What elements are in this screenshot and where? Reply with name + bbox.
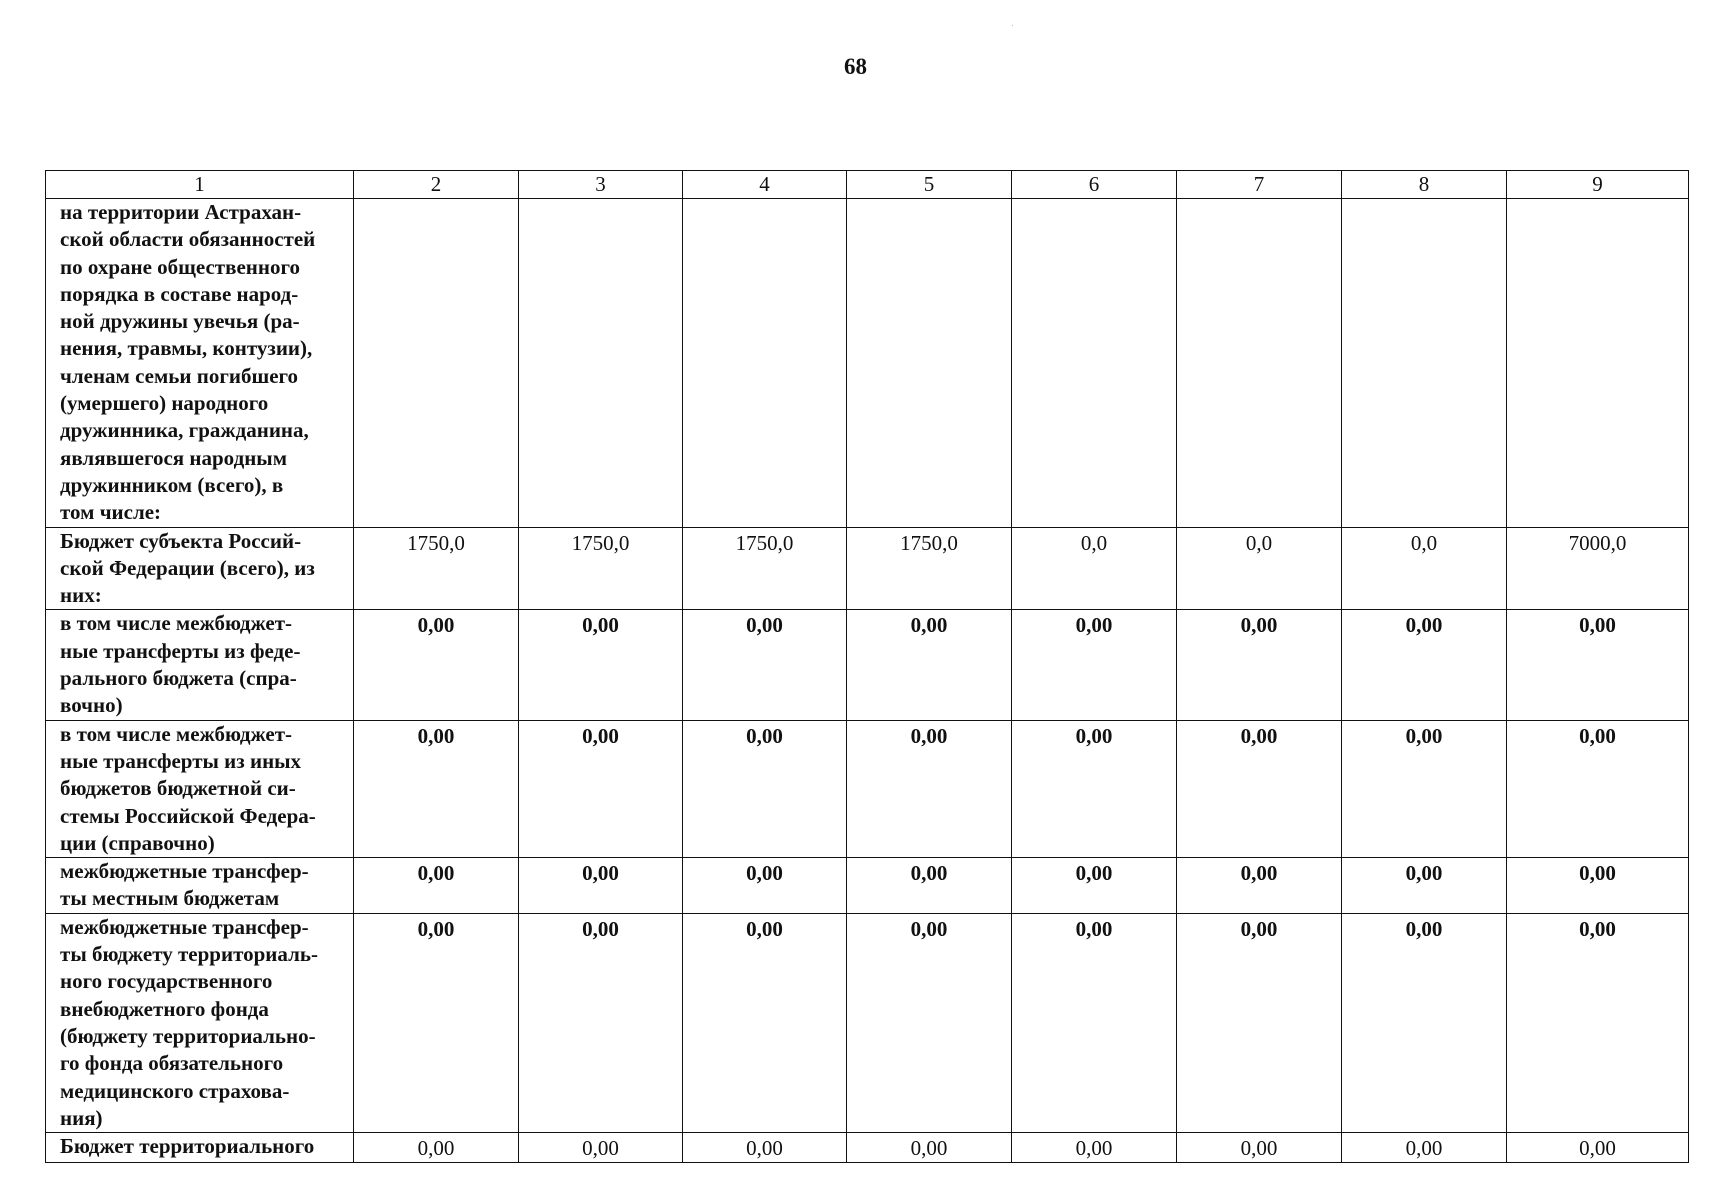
value-cell-col-3: 0,00	[519, 610, 683, 720]
row-label-line: ты местным бюджетам	[60, 886, 280, 911]
value-cell-col-7: 0,00	[1177, 858, 1342, 914]
table-row	[46, 1133, 1689, 1163]
row-label-line: Бюджет субъекта Россий-	[60, 528, 302, 553]
row-label-line: нения, травмы, контузии),	[60, 336, 313, 361]
column-header-6: 6	[1012, 171, 1177, 199]
row-label-line: том числе:	[60, 500, 162, 525]
value-cell-col-6: 0,00	[1012, 858, 1177, 914]
value-cell-col-2: 0,00	[354, 720, 519, 857]
row-label-line: стемы Российской Федера-	[60, 803, 316, 828]
row-label-line: межбюджетные трансфер-	[60, 914, 309, 939]
value-cell-col-6: 0,0	[1012, 527, 1177, 610]
value-cell-col-6: 0,00	[1012, 720, 1177, 857]
row-label-line: на территории Астрахан-	[60, 200, 302, 224]
row-label-line: бюджетов бюджетной си-	[60, 776, 296, 801]
value-cell-col-8: 0,00	[1342, 720, 1507, 857]
column-header-2: 2	[354, 171, 519, 199]
row-label-line: ции (справочно)	[60, 830, 215, 855]
row-label-line: внебюджетного фонда	[60, 996, 269, 1021]
header-row	[46, 171, 1689, 199]
value-cell-col-5: 0,00	[847, 720, 1012, 857]
table-row	[46, 610, 1689, 720]
column-header-5: 5	[847, 171, 1012, 199]
value-cell-col-7: 0,00	[1177, 610, 1342, 720]
column-header-3: 3	[519, 171, 683, 199]
column-header-9: 9	[1507, 171, 1689, 199]
value-cell-col-4: 0,00	[683, 913, 847, 1132]
row-label-line: них:	[60, 583, 102, 608]
value-cell-col-7: 0,00	[1177, 913, 1342, 1132]
value-cell-col-8: 0,00	[1342, 913, 1507, 1132]
row-label-line: ные трансферты из феде-	[60, 638, 301, 663]
value-cell-col-2: 0,00	[354, 1133, 519, 1163]
table-body	[46, 199, 1689, 1163]
value-cell-col-9: 0,00	[1507, 1133, 1689, 1163]
value-cell-col-8: 0,00	[1342, 1133, 1507, 1163]
value-cell-col-8: 0,00	[1342, 610, 1507, 720]
row-label-line: ного государственного	[60, 969, 273, 994]
row-label-line: ты бюджету территориаль-	[60, 942, 318, 967]
row-label	[46, 1133, 354, 1163]
row-label-line: медицинского страхова-	[60, 1078, 290, 1103]
column-header-7: 7	[1177, 171, 1342, 199]
value-cell-col-6	[1012, 199, 1177, 528]
value-cell-col-9: 0,00	[1507, 858, 1689, 914]
row-label-line: дружинника, гражданина,	[60, 418, 309, 443]
row-label	[46, 527, 354, 610]
value-cell-col-2: 1750,0	[354, 527, 519, 610]
row-label-line: по охране общественного	[60, 254, 300, 279]
value-cell-col-2: 0,00	[354, 913, 519, 1132]
value-cell-col-9: 0,00	[1507, 913, 1689, 1132]
row-label-line: рального бюджета (спра-	[60, 666, 297, 691]
row-label-line: ской Федерации (всего), из	[60, 555, 315, 580]
table-row	[46, 913, 1689, 1132]
row-label-line: вочно)	[60, 693, 123, 718]
value-cell-col-9: 0,00	[1507, 720, 1689, 857]
value-cell-col-2	[354, 199, 519, 528]
value-cell-col-5: 0,00	[847, 1133, 1012, 1163]
row-label-line: Бюджет территориального	[60, 1134, 315, 1159]
value-cell-col-2: 0,00	[354, 610, 519, 720]
table-row	[46, 858, 1689, 914]
value-cell-col-3	[519, 199, 683, 528]
row-label-line: ния)	[60, 1105, 103, 1130]
value-cell-col-7: 0,0	[1177, 527, 1342, 610]
row-label-line: ной дружины увечья (ра-	[60, 309, 300, 334]
value-cell-col-3: 0,00	[519, 913, 683, 1132]
row-label-line: являвшегося народным	[60, 445, 288, 470]
column-header-4: 4	[683, 171, 847, 199]
value-cell-col-4: 0,00	[683, 1133, 847, 1163]
table-row	[46, 527, 1689, 610]
row-label-line: дружинником (всего), в	[60, 472, 284, 497]
value-cell-col-4: 0,00	[683, 720, 847, 857]
value-cell-col-7	[1177, 199, 1342, 528]
row-label-line: членам семьи погибшего	[60, 363, 299, 388]
scan-speck	[1012, 25, 1013, 26]
row-label	[46, 720, 354, 857]
value-cell-col-8: 0,0	[1342, 527, 1507, 610]
value-cell-col-6: 0,00	[1012, 610, 1177, 720]
table-header	[46, 171, 1689, 199]
value-cell-col-5: 0,00	[847, 610, 1012, 720]
row-label-line: ской области обязанностей	[60, 227, 316, 252]
value-cell-col-5: 0,00	[847, 913, 1012, 1132]
row-label-line: ные трансферты из иных	[60, 748, 302, 773]
value-cell-col-8	[1342, 199, 1507, 528]
value-cell-col-6: 0,00	[1012, 1133, 1177, 1163]
page-number: 68	[844, 54, 867, 79]
value-cell-col-8: 0,00	[1342, 858, 1507, 914]
column-header-1: 1	[46, 171, 354, 199]
column-header-8: 8	[1342, 171, 1507, 199]
value-cell-col-4: 0,00	[683, 858, 847, 914]
row-label-line: (бюджету территориально-	[60, 1023, 316, 1048]
budget-table	[45, 170, 1689, 1163]
value-cell-col-9	[1507, 199, 1689, 528]
value-cell-col-5: 1750,0	[847, 527, 1012, 610]
value-cell-col-3: 1750,0	[519, 527, 683, 610]
row-label	[46, 858, 354, 914]
row-label	[46, 610, 354, 720]
row-label-line: (умершего) народного	[60, 391, 269, 416]
row-label	[46, 199, 354, 528]
value-cell-col-5	[847, 199, 1012, 528]
value-cell-col-9: 0,00	[1507, 610, 1689, 720]
value-cell-col-7: 0,00	[1177, 1133, 1342, 1163]
row-label-line: межбюджетные трансфер-	[60, 859, 309, 884]
row-label-line: в том числе межбюджет-	[60, 611, 293, 636]
value-cell-col-2: 0,00	[354, 858, 519, 914]
value-cell-col-7: 0,00	[1177, 720, 1342, 857]
row-label	[46, 913, 354, 1132]
value-cell-col-4: 0,00	[683, 610, 847, 720]
row-label-line: порядка в составе народ-	[60, 281, 299, 306]
row-label-line: го фонда обязательного	[60, 1051, 284, 1076]
value-cell-col-5: 0,00	[847, 858, 1012, 914]
value-cell-col-3: 0,00	[519, 858, 683, 914]
table-row	[46, 720, 1689, 857]
value-cell-col-9: 7000,0	[1507, 527, 1689, 610]
value-cell-col-4: 1750,0	[683, 527, 847, 610]
value-cell-col-3: 0,00	[519, 720, 683, 857]
value-cell-col-6: 0,00	[1012, 913, 1177, 1132]
row-label-line: в том числе межбюджет-	[60, 721, 293, 746]
value-cell-col-4	[683, 199, 847, 528]
table-row	[46, 199, 1689, 528]
value-cell-col-3: 0,00	[519, 1133, 683, 1163]
